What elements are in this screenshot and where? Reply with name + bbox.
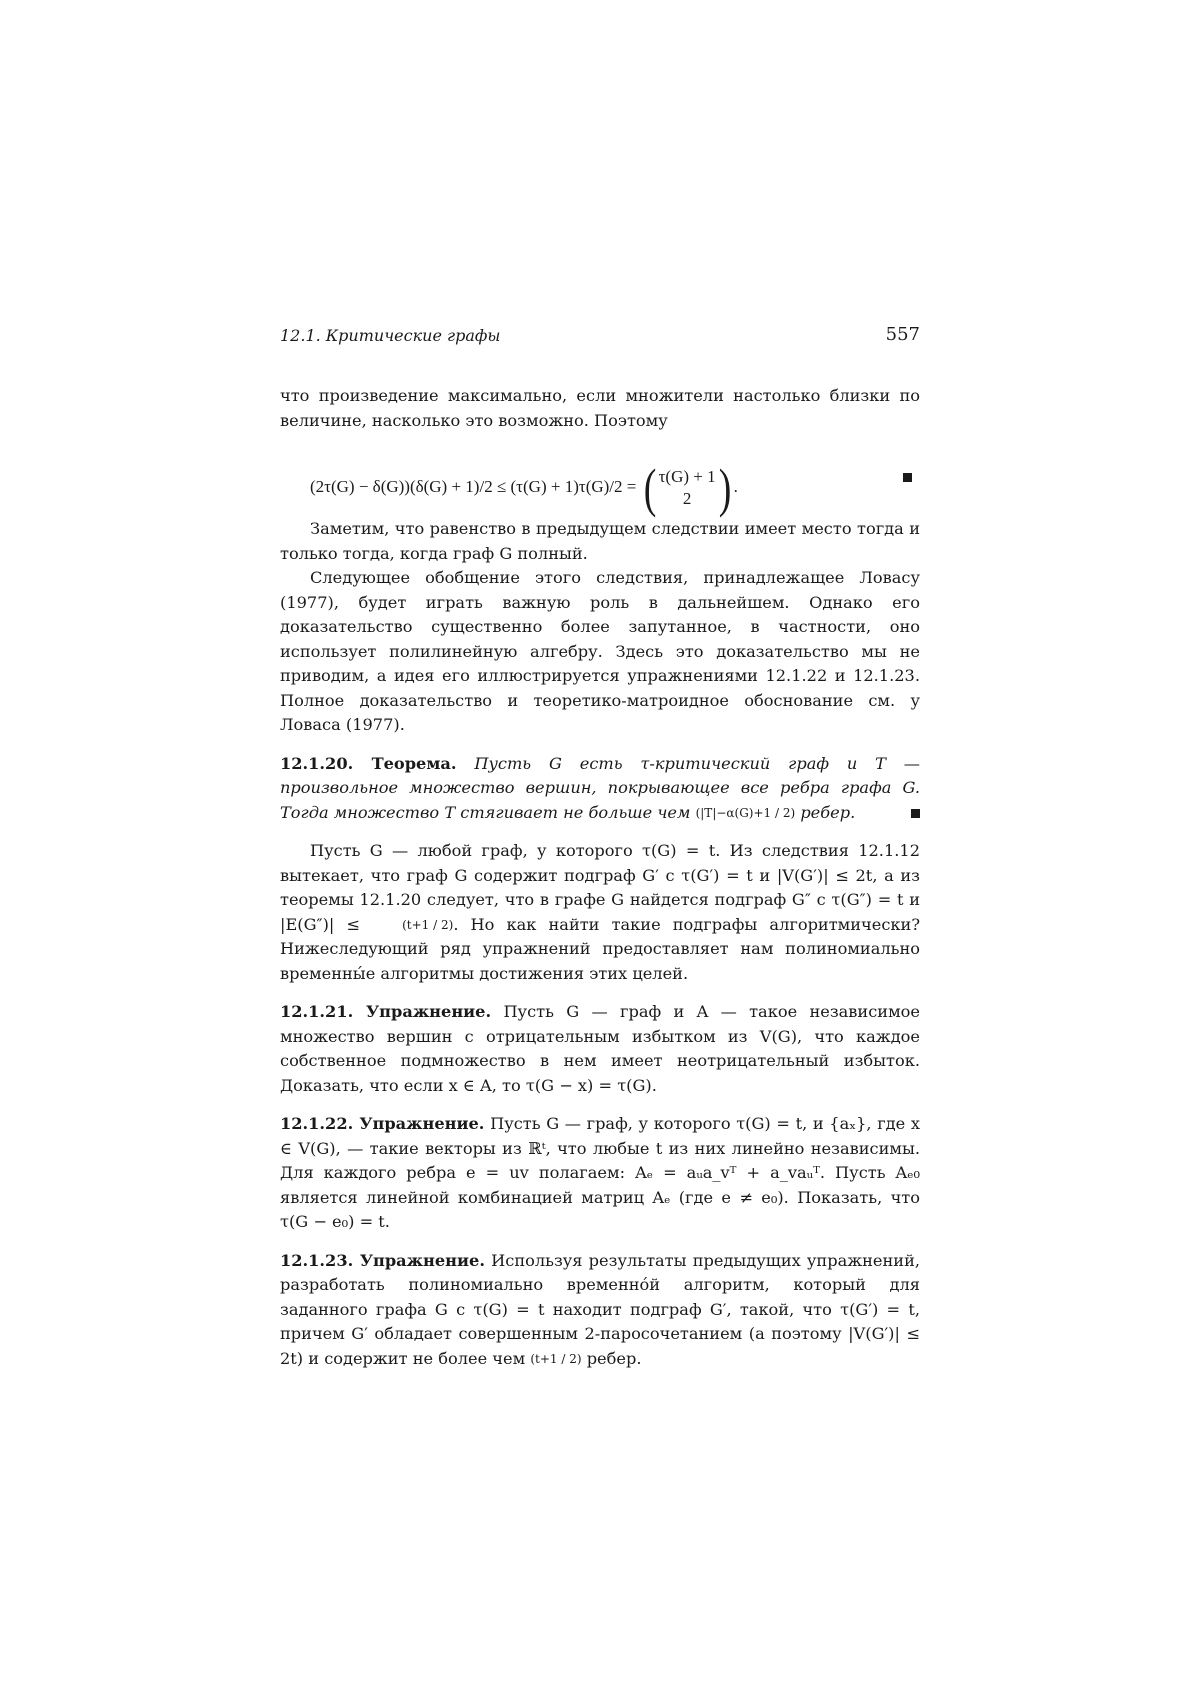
paragraph-lovasz: Следующее обобщение этого следствия, принадлежащее Ловасу (1977), будет играть важную роль в дальнейшем. Однако его доказательство существенно более запутанное, в частности, оно использует полилинейную алгебру. Здесь это доказательство мы не приводим, а идея его иллюстрируется упражнениями 12.1.22 и 12.1.23. Полное доказательство и теоретико-матроидное обоснование см. у Ловаса (1977).: [280, 568, 920, 734]
p4-binom-bottom: 2: [440, 918, 449, 932]
paragraph-algorithms-a: Пусть G — любой граф, у которого τ(G) = t. Из следствия 12.1.12 вытекает, что граф G содержит подграф G′ с τ(G′) = t и |V(G′)| ≤ 2t, а из теоремы 12.1.20 следует, что в графе G найдется подграф G″ с τ(G″) = t и |E(G″)| ≤: [280, 841, 920, 934]
exercise-binomial: (t+1 / 2): [530, 1352, 582, 1366]
paragraph-continuation: что произведение максимально, если множители настолько близки по величине, насколько это возможно. Поэтому: [280, 386, 920, 430]
theorem-12-1-20: [280, 752, 920, 826]
paragraph-remark: Заметим, что равенство в предыдущем следствии имеет место тогда и только тогда, когда граф G полный.: [280, 519, 920, 563]
theorem-body-a: Пусть G есть τ-критический граф и T — произвольное множество вершин, покрывающее все ребра графа G. Тогда множество T стягивает не больше чем: [280, 753, 920, 822]
qed-square-icon: [903, 473, 912, 482]
equation-content: (2τ(G) − δ(G))(δ(G) + 1)/2 ≤ (τ(G) + 1)τ(G)/2 = ( τ(G) + 1 2 ) .: [310, 458, 738, 518]
qed-square-icon: [911, 809, 920, 818]
exercise-12-1-21: [280, 1000, 920, 1098]
equation-lhs: (2τ(G) − δ(G))(δ(G) + 1)/2 ≤ (τ(G) + 1)τ(G)/2 =: [310, 476, 637, 496]
p4-binom-top: t+1: [406, 918, 430, 932]
theorem-body-b: ребер.: [800, 802, 856, 822]
paragraph-binomial: (t+1 / 2): [402, 918, 454, 932]
page-number: 557: [885, 324, 920, 345]
ex23-binom-bottom: 2: [569, 1352, 577, 1366]
equation-binomial: ( τ(G) + 1 2 ): [643, 458, 731, 518]
ex23-binom-top: t+1: [535, 1352, 558, 1366]
exercise-12-1-23: [280, 1249, 920, 1372]
chapter-title: 12.1. Критические графы: [280, 326, 501, 345]
theorem-label: 12.1.20. Теорема.: [280, 753, 457, 773]
exercise-label: 12.1.21. Упражнение.: [280, 1002, 492, 1021]
theorem-binom-bottom: 2: [782, 806, 791, 820]
exercise-body: Пусть G — граф, у которого τ(G) = t, и {aₓ}, где x ∈ V(G), — такие векторы из ℝᵗ, что любые t из них линейно независимы. Для каждого ребра e = uv полагаем: Aₑ = aᵤa_vᵀ + a_vaᵤᵀ. Пусть Aₑ₀ является линейной комбинацией матриц Aₑ (где e ≠ e₀). Показать, что τ(G − e₀) = t.: [280, 1114, 920, 1231]
exercise-body: Пусть G — граф и A — такое независимое множество вершин с отрицательным избытком из V(G), что каждое собственное подмножество в нем имеет неотрицательный избыток. Доказать, что если x ∈ A, то τ(G − x) = τ(G).: [280, 1002, 920, 1095]
running-head: [280, 318, 920, 348]
body-text: [280, 384, 920, 1371]
exercise-label: 12.1.22. Упражнение.: [280, 1114, 485, 1133]
book-page: [280, 318, 920, 1371]
paragraph-algorithms: [280, 839, 920, 986]
theorem-binom-top: |T|−α(G)+1: [700, 806, 772, 820]
paragraph-algorithms-b: . Но как найти такие подграфы алгоритмически? Нижеследующий ряд упражнений предоставляет нам полиномиально временны́е алгоритмы достижения этих целей.: [280, 914, 920, 983]
exercise-12-1-22: [280, 1112, 920, 1235]
exercise-body-b: ребер.: [586, 1348, 642, 1368]
display-equation: [280, 443, 920, 518]
exercise-label: 12.1.23. Упражнение.: [280, 1250, 485, 1270]
exercise-body-a: Используя результаты предыдущих упражнений, разработать полиномиально временно́й алгоритм, который для заданного графа G с τ(G) = t находит подграф G′, такой, что τ(G′) = t, причем G′ обладает совершенным 2-паросочетанием (а поэтому |V(G′)| ≤ 2t) и содержит не более чем: [280, 1250, 920, 1368]
theorem-binomial: (|T|−α(G)+1 / 2): [695, 806, 796, 820]
binom-top: τ(G) + 1: [658, 467, 716, 486]
binom-bottom: 2: [682, 489, 692, 508]
